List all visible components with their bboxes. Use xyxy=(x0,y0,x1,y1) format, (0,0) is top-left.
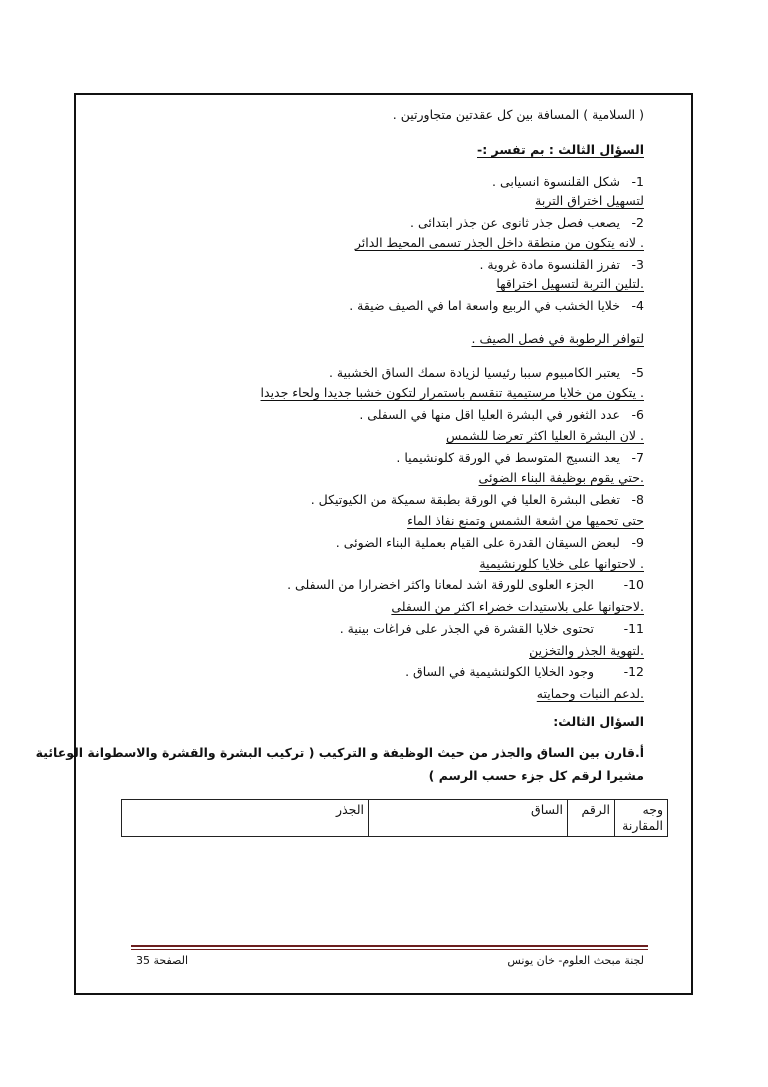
footer-divider xyxy=(131,945,648,947)
line-text: يعد النسيج المتوسط في الورقة كلونشيميا . xyxy=(396,450,620,465)
text-line xyxy=(407,512,644,530)
table-header-aspect: وجه المقارنة xyxy=(615,800,668,837)
line-text: .لتلين التربة لتسهيل اختراقها xyxy=(496,276,644,291)
line-text: السؤال الثالث : بم تفسر :- xyxy=(477,142,644,157)
line-text: السؤال الثالث: xyxy=(553,714,644,729)
question-item xyxy=(329,364,644,382)
table-header-number: الرقم xyxy=(568,800,615,837)
footer-divider-thin xyxy=(131,949,648,950)
text-line xyxy=(535,192,644,210)
line-text: تفرز القلنسوة مادة غروية . xyxy=(479,257,620,272)
text-line xyxy=(472,330,645,348)
text-line xyxy=(529,642,644,660)
line-text: .لاحتوانها على بلاستيدات خضراء اكثر من السفلى xyxy=(391,599,644,614)
table-header-stem: الساق xyxy=(369,800,568,837)
line-text: تغطى البشرة العليا في الورقة بطبقة سميكة من الكيوتيكل . xyxy=(310,492,620,507)
text-line xyxy=(393,106,644,124)
question-item xyxy=(410,214,644,232)
line-text: عدد الثغور في البشرة العليا اقل منها في السفلى . xyxy=(359,407,620,422)
item-number: 2- xyxy=(631,215,644,230)
item-number: 10- xyxy=(623,577,644,592)
line-text: وجود الخلايا الكولنشيمية في الساق . xyxy=(405,664,594,679)
text-line xyxy=(36,744,644,762)
question-item xyxy=(287,576,644,594)
question-item xyxy=(336,534,644,552)
text-line xyxy=(553,713,644,731)
text-line xyxy=(479,469,644,487)
question-item xyxy=(311,491,644,509)
line-text: . لان البشرة العليا اكثر تعرضا للشمس xyxy=(446,428,644,443)
text-line xyxy=(446,427,644,445)
line-text: .لتهوية الجذر والتخزين xyxy=(529,643,644,658)
table-header-root: الجذر xyxy=(122,800,369,837)
question-item xyxy=(349,297,644,315)
question-item xyxy=(359,406,644,424)
question-item xyxy=(492,173,644,191)
text-line xyxy=(496,275,644,293)
line-text: لتسهيل اختراق التربة xyxy=(535,193,644,208)
item-number: 3- xyxy=(631,257,644,272)
line-text: لبعض السيقان القدرة على القيام بعملية البناء الضوئى . xyxy=(335,535,620,550)
question-item xyxy=(396,449,644,467)
line-text: يصعب فصل جذر ثانوى عن جذر ابتدائى . xyxy=(410,215,620,230)
line-text: حتى تحميها من اشعة الشمس وتمنع نفاذ الماء xyxy=(407,513,644,528)
item-number: 11- xyxy=(623,621,644,636)
item-number: 8- xyxy=(631,492,644,507)
line-text: يعتبر الكامبيوم سببا رئيسيا لزيادة سمك الساق الخشبية . xyxy=(328,365,620,380)
item-number: 12- xyxy=(623,664,644,679)
line-text: . لانه يتكون من منطقة داخل الجذر تسمى المحيط الدائر xyxy=(354,235,644,250)
text-line xyxy=(479,555,644,573)
line-text: . لاحتوانها على خلايا كلورنشيمية xyxy=(479,556,644,571)
line-text: خلايا الخشب في الربيع واسعة اما في الصيف ضيقة . xyxy=(349,298,620,313)
item-number: 1- xyxy=(631,174,644,189)
question-item xyxy=(405,663,644,681)
item-number: 6- xyxy=(631,407,644,422)
line-text: .لدعم النبات وحمايته xyxy=(536,686,644,701)
line-text: لتوافر الرطوبة في فصل الصيف . xyxy=(471,331,644,346)
table-header-row xyxy=(122,800,668,837)
item-number: 4- xyxy=(631,298,644,313)
text-line xyxy=(477,141,644,159)
line-text: .حتي يقوم بوظيفة البناء الضوئى xyxy=(478,470,644,485)
line-text: شكل القلنسوة انسيابى . xyxy=(492,174,620,189)
item-number: 5- xyxy=(631,365,644,380)
question-item xyxy=(340,620,644,638)
text-line xyxy=(391,598,644,616)
line-text: الجزء العلوى للورقة اشد لمعانا واكثر اخضرارا من السفلى . xyxy=(287,577,594,592)
line-text: . يتكون من خلايا مرستيمية تنقسم باستمرار لتكون خشبا جديدا ولحاء جديدا xyxy=(260,385,644,400)
text-line xyxy=(355,234,644,252)
text-line xyxy=(537,685,644,703)
text-line xyxy=(429,767,644,785)
line-text: تحتوى خلايا القشرة في الجذر على فراغات بينية . xyxy=(339,621,594,636)
comparison-table xyxy=(121,799,668,837)
line-text: ( السلامية ) المسافة بين كل عقدتين متجاورتين . xyxy=(392,107,644,122)
footer-committee: لجنة مبحث العلوم- خان يونس xyxy=(507,954,644,967)
footer-page-number: الصفحة 35 xyxy=(136,954,189,967)
item-number: 7- xyxy=(631,450,644,465)
item-number: 9- xyxy=(631,535,644,550)
line-text: أ.قارن بين الساق والجذر من حيث الوظيفة و التركيب ( تركيب البشرة والقشرة والاسطوانة الوعائية xyxy=(35,745,644,760)
line-text: مشيرا لرقم كل جزء حسب الرسم ) xyxy=(428,768,644,783)
question-item xyxy=(479,256,644,274)
text-line xyxy=(261,384,644,402)
